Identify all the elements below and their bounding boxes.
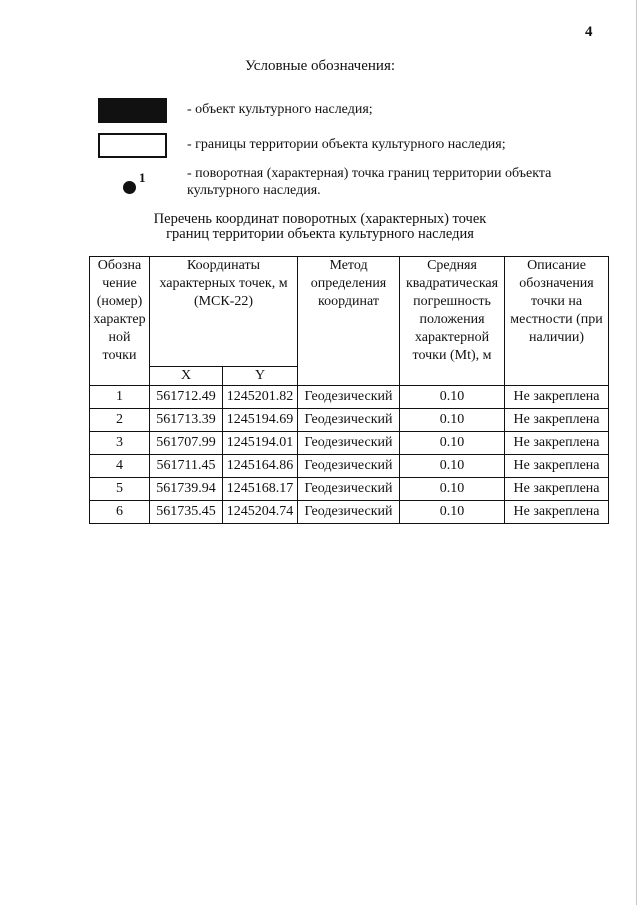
header-y: Y	[223, 367, 298, 386]
cell-point-number: 6	[90, 501, 150, 524]
scan-edge-line	[636, 0, 637, 905]
table-row	[90, 432, 609, 455]
cell-point-number: 5	[90, 478, 150, 501]
header-coordinates: Координаты характерных точек, м (МСК-22)	[150, 257, 298, 367]
cell-description: Не закреплена	[505, 455, 609, 478]
legend-dot-label: 1	[139, 170, 146, 185]
legend-black-box-symbol	[98, 98, 167, 123]
cell-description: Не закреплена	[505, 432, 609, 455]
cell-y: 1245164.86	[223, 455, 298, 478]
cell-y: 1245204.74	[223, 501, 298, 524]
cell-x: 561712.49	[150, 386, 223, 409]
cell-point-number: 1	[90, 386, 150, 409]
cell-x: 561707.99	[150, 432, 223, 455]
cell-method: Геодезический	[298, 455, 400, 478]
cell-y: 1245194.01	[223, 432, 298, 455]
cell-error: 0.10	[400, 409, 505, 432]
coordinate-list-title	[0, 212, 640, 242]
legend-item-territory-boundary: - границы территории объекта культурного наследия;	[187, 137, 506, 152]
cell-description: Не закреплена	[505, 409, 609, 432]
legend-item-heritage-object: - объект культурного наследия;	[187, 102, 373, 117]
table-row	[90, 501, 609, 524]
coordinate-list-title-line1: Перечень координат поворотных (характерных) точек	[153, 211, 487, 227]
table-row	[90, 386, 609, 409]
legend-dot-symbol	[123, 181, 136, 194]
cell-error: 0.10	[400, 455, 505, 478]
cell-x: 561713.39	[150, 409, 223, 432]
legend-outline-box-symbol	[98, 133, 167, 158]
cell-method: Геодезический	[298, 478, 400, 501]
cell-point-number: 2	[90, 409, 150, 432]
cell-method: Геодезический	[298, 386, 400, 409]
cell-x: 561711.45	[150, 455, 223, 478]
cell-point-number: 3	[90, 432, 150, 455]
cell-y: 1245168.17	[223, 478, 298, 501]
cell-method: Геодезический	[298, 501, 400, 524]
header-x: X	[150, 367, 223, 386]
table-row	[90, 455, 609, 478]
header-designation: Обозна чение (номер) характер ной точки	[90, 257, 150, 386]
page-number: 4	[585, 24, 593, 40]
coordinate-list-title-line2: границ территории объекта культурного наследия	[166, 226, 474, 242]
cell-y: 1245201.82	[223, 386, 298, 409]
cell-error: 0.10	[400, 386, 505, 409]
cell-x: 561735.45	[150, 501, 223, 524]
legend-title: Условные обозначения:	[244, 58, 396, 74]
cell-description: Не закреплена	[505, 478, 609, 501]
cell-error: 0.10	[400, 501, 505, 524]
cell-description: Не закреплена	[505, 386, 609, 409]
cell-error: 0.10	[400, 432, 505, 455]
cell-method: Геодезический	[298, 409, 400, 432]
table-row	[90, 409, 609, 432]
header-method: Метод определения координат	[298, 257, 400, 386]
header-mean-error: Средняя квадратическая погрешность положения характерной точки (Mt), м	[400, 257, 505, 386]
cell-point-number: 4	[90, 455, 150, 478]
legend-item-turning-point: - поворотная (характерная) точка границ территории объекта культурного наследия.	[187, 166, 552, 198]
cell-y: 1245194.69	[223, 409, 298, 432]
cell-description: Не закреплена	[505, 501, 609, 524]
cell-x: 561739.94	[150, 478, 223, 501]
coordinates-table	[89, 256, 609, 524]
cell-method: Геодезический	[298, 432, 400, 455]
cell-error: 0.10	[400, 478, 505, 501]
table-row	[90, 478, 609, 501]
header-description: Описание обозначения точки на местности (при наличии)	[505, 257, 609, 386]
